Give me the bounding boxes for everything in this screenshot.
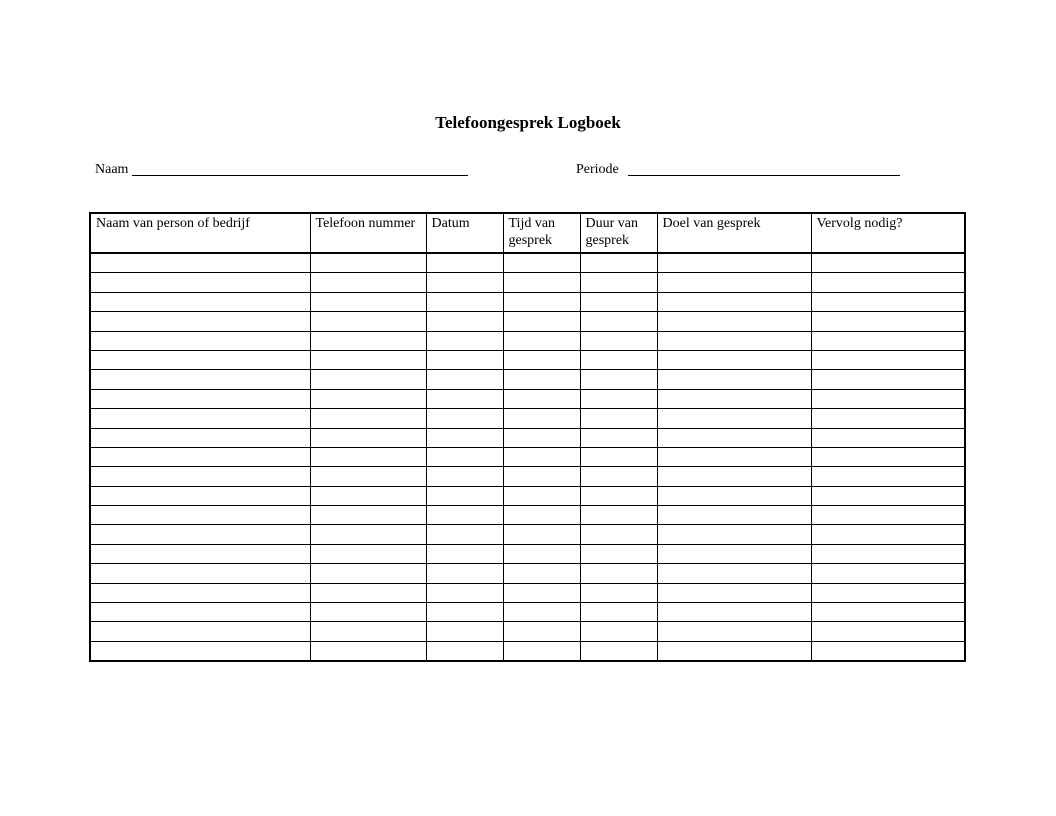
table-cell[interactable] xyxy=(310,544,426,563)
table-cell[interactable] xyxy=(503,525,580,544)
table-cell[interactable] xyxy=(580,583,657,602)
table-cell[interactable] xyxy=(503,292,580,311)
table-cell[interactable] xyxy=(657,525,811,544)
table-row xyxy=(90,273,965,292)
table-cell[interactable] xyxy=(811,350,965,369)
table-cell[interactable] xyxy=(580,564,657,583)
table-cell[interactable] xyxy=(657,564,811,583)
table-cell[interactable] xyxy=(90,292,310,311)
table-cell[interactable] xyxy=(657,253,811,273)
table-cell[interactable] xyxy=(426,525,503,544)
naam-field xyxy=(95,161,468,178)
table-cell[interactable] xyxy=(426,389,503,408)
table-cell[interactable] xyxy=(580,409,657,428)
table-cell[interactable] xyxy=(811,583,965,602)
periode-input-line[interactable] xyxy=(628,161,900,176)
table-cell[interactable] xyxy=(310,253,426,273)
column-header: Duur van gesprek xyxy=(580,213,657,253)
table-cell[interactable] xyxy=(90,544,310,563)
column-header: Doel van gesprek xyxy=(657,213,811,253)
table-cell[interactable] xyxy=(580,292,657,311)
table-cell[interactable] xyxy=(580,622,657,641)
table-cell[interactable] xyxy=(811,564,965,583)
table-cell[interactable] xyxy=(657,350,811,369)
table-cell[interactable] xyxy=(310,564,426,583)
table-row xyxy=(90,603,965,622)
table-cell[interactable] xyxy=(503,447,580,466)
table-row xyxy=(90,525,965,544)
table-cell[interactable] xyxy=(811,389,965,408)
table-cell[interactable] xyxy=(657,486,811,505)
table-cell[interactable] xyxy=(503,583,580,602)
table-cell[interactable] xyxy=(90,389,310,408)
column-header: Datum xyxy=(426,213,503,253)
table-header-row xyxy=(90,213,965,253)
table-cell[interactable] xyxy=(503,253,580,273)
table-cell[interactable] xyxy=(811,447,965,466)
table-cell[interactable] xyxy=(90,486,310,505)
table-cell[interactable] xyxy=(580,331,657,350)
table-cell[interactable] xyxy=(426,253,503,273)
table-row xyxy=(90,253,965,273)
naam-input-line[interactable] xyxy=(132,161,468,176)
table-cell[interactable] xyxy=(811,292,965,311)
table-cell[interactable] xyxy=(426,486,503,505)
table-cell[interactable] xyxy=(811,622,965,641)
table-cell[interactable] xyxy=(426,583,503,602)
table-cell[interactable] xyxy=(811,525,965,544)
table-cell[interactable] xyxy=(426,622,503,641)
table-row xyxy=(90,389,965,408)
table-cell[interactable] xyxy=(580,447,657,466)
table-cell[interactable] xyxy=(310,389,426,408)
table-cell[interactable] xyxy=(580,486,657,505)
table-row xyxy=(90,350,965,369)
column-header: Telefoon nummer xyxy=(310,213,426,253)
table-cell[interactable] xyxy=(426,292,503,311)
table-row xyxy=(90,622,965,641)
table-row xyxy=(90,564,965,583)
table-row xyxy=(90,428,965,447)
table-cell[interactable] xyxy=(426,603,503,622)
table-cell[interactable] xyxy=(580,253,657,273)
table-cell[interactable] xyxy=(426,350,503,369)
table-cell[interactable] xyxy=(657,583,811,602)
call-log-table xyxy=(89,212,966,662)
table-cell[interactable] xyxy=(657,389,811,408)
table-cell[interactable] xyxy=(503,331,580,350)
table-cell[interactable] xyxy=(426,641,503,661)
table-cell[interactable] xyxy=(426,544,503,563)
periode-label: Periode xyxy=(576,162,619,177)
table-cell[interactable] xyxy=(811,331,965,350)
table-cell[interactable] xyxy=(811,253,965,273)
table-cell[interactable] xyxy=(310,428,426,447)
table-cell[interactable] xyxy=(657,506,811,525)
table-cell[interactable] xyxy=(503,389,580,408)
table-cell[interactable] xyxy=(657,447,811,466)
table-cell[interactable] xyxy=(580,350,657,369)
table-cell[interactable] xyxy=(310,603,426,622)
table-cell[interactable] xyxy=(657,409,811,428)
table-cell[interactable] xyxy=(580,641,657,661)
table-row xyxy=(90,447,965,466)
table-cell[interactable] xyxy=(426,409,503,428)
table-row xyxy=(90,312,965,331)
table-cell[interactable] xyxy=(310,641,426,661)
table-cell[interactable] xyxy=(657,467,811,486)
table-cell[interactable] xyxy=(90,331,310,350)
table-cell[interactable] xyxy=(426,370,503,389)
table-cell[interactable] xyxy=(310,583,426,602)
table-cell[interactable] xyxy=(811,544,965,563)
table-cell[interactable] xyxy=(310,447,426,466)
table-cell[interactable] xyxy=(426,447,503,466)
table-cell[interactable] xyxy=(657,370,811,389)
table-cell[interactable] xyxy=(503,486,580,505)
table-cell[interactable] xyxy=(657,641,811,661)
table-cell[interactable] xyxy=(657,544,811,563)
table-cell[interactable] xyxy=(811,603,965,622)
table-cell[interactable] xyxy=(657,273,811,292)
table-cell[interactable] xyxy=(503,312,580,331)
table-cell[interactable] xyxy=(503,506,580,525)
periode-field xyxy=(576,161,900,178)
table-cell[interactable] xyxy=(310,409,426,428)
table-cell[interactable] xyxy=(310,467,426,486)
table-cell[interactable] xyxy=(503,603,580,622)
table-cell[interactable] xyxy=(503,544,580,563)
table-cell[interactable] xyxy=(426,273,503,292)
column-header: Tijd van gesprek xyxy=(503,213,580,253)
table-cell[interactable] xyxy=(580,506,657,525)
table-cell[interactable] xyxy=(90,253,310,273)
table-cell[interactable] xyxy=(657,331,811,350)
table-cell[interactable] xyxy=(90,603,310,622)
table-cell[interactable] xyxy=(310,273,426,292)
table-cell[interactable] xyxy=(657,603,811,622)
naam-label: Naam xyxy=(95,162,129,177)
table-cell[interactable] xyxy=(90,428,310,447)
table-cell[interactable] xyxy=(811,486,965,505)
table-cell[interactable] xyxy=(811,467,965,486)
table-cell[interactable] xyxy=(811,409,965,428)
table-cell[interactable] xyxy=(811,506,965,525)
table-cell[interactable] xyxy=(90,583,310,602)
table-cell[interactable] xyxy=(310,292,426,311)
table-row xyxy=(90,486,965,505)
table-cell[interactable] xyxy=(503,564,580,583)
table-cell[interactable] xyxy=(426,428,503,447)
table-cell[interactable] xyxy=(580,603,657,622)
table-cell[interactable] xyxy=(811,370,965,389)
table-cell[interactable] xyxy=(90,506,310,525)
table-row xyxy=(90,370,965,389)
page-title: Telefoongesprek Logboek xyxy=(435,113,621,132)
table-cell[interactable] xyxy=(503,467,580,486)
table-cell[interactable] xyxy=(90,525,310,544)
table-cell[interactable] xyxy=(811,273,965,292)
table-cell[interactable] xyxy=(503,350,580,369)
table-cell[interactable] xyxy=(310,312,426,331)
table-cell[interactable] xyxy=(310,370,426,389)
table-cell[interactable] xyxy=(503,370,580,389)
table-row xyxy=(90,409,965,428)
table-cell[interactable] xyxy=(90,564,310,583)
table-cell[interactable] xyxy=(426,331,503,350)
table-cell[interactable] xyxy=(90,409,310,428)
table-cell[interactable] xyxy=(503,409,580,428)
table-cell[interactable] xyxy=(90,467,310,486)
table-cell[interactable] xyxy=(90,273,310,292)
table-row xyxy=(90,583,965,602)
table-row xyxy=(90,292,965,311)
table-row xyxy=(90,506,965,525)
table-cell[interactable] xyxy=(310,622,426,641)
table-cell[interactable] xyxy=(426,564,503,583)
table-cell[interactable] xyxy=(90,622,310,641)
table-cell[interactable] xyxy=(90,447,310,466)
header-fields xyxy=(0,161,1056,181)
table-cell[interactable] xyxy=(580,467,657,486)
table-cell[interactable] xyxy=(657,312,811,331)
table-cell[interactable] xyxy=(310,331,426,350)
table-row xyxy=(90,467,965,486)
table-cell[interactable] xyxy=(310,525,426,544)
table-cell[interactable] xyxy=(580,389,657,408)
column-header: Vervolg nodig? xyxy=(811,213,965,253)
table-cell[interactable] xyxy=(657,428,811,447)
table-cell[interactable] xyxy=(90,350,310,369)
table-row xyxy=(90,641,965,661)
column-header: Naam van person of bedrijf xyxy=(90,213,310,253)
table-cell[interactable] xyxy=(657,622,811,641)
table-cell[interactable] xyxy=(310,486,426,505)
table-body xyxy=(90,253,965,661)
table-cell[interactable] xyxy=(90,370,310,389)
table-cell[interactable] xyxy=(580,428,657,447)
table-cell[interactable] xyxy=(811,312,965,331)
table-cell[interactable] xyxy=(580,273,657,292)
table-cell[interactable] xyxy=(580,525,657,544)
table-cell[interactable] xyxy=(426,312,503,331)
table-cell[interactable] xyxy=(426,506,503,525)
table-cell[interactable] xyxy=(426,467,503,486)
table-cell[interactable] xyxy=(503,622,580,641)
table-cell[interactable] xyxy=(657,292,811,311)
table-row xyxy=(90,544,965,563)
table-cell[interactable] xyxy=(90,641,310,661)
table-cell[interactable] xyxy=(503,273,580,292)
table-cell[interactable] xyxy=(811,428,965,447)
table-cell[interactable] xyxy=(580,370,657,389)
table-cell[interactable] xyxy=(310,350,426,369)
table-cell[interactable] xyxy=(580,312,657,331)
table-row xyxy=(90,331,965,350)
table-cell[interactable] xyxy=(811,641,965,661)
table-cell[interactable] xyxy=(503,641,580,661)
table-cell[interactable] xyxy=(310,506,426,525)
table-cell[interactable] xyxy=(90,312,310,331)
table-cell[interactable] xyxy=(503,428,580,447)
table-cell[interactable] xyxy=(580,544,657,563)
